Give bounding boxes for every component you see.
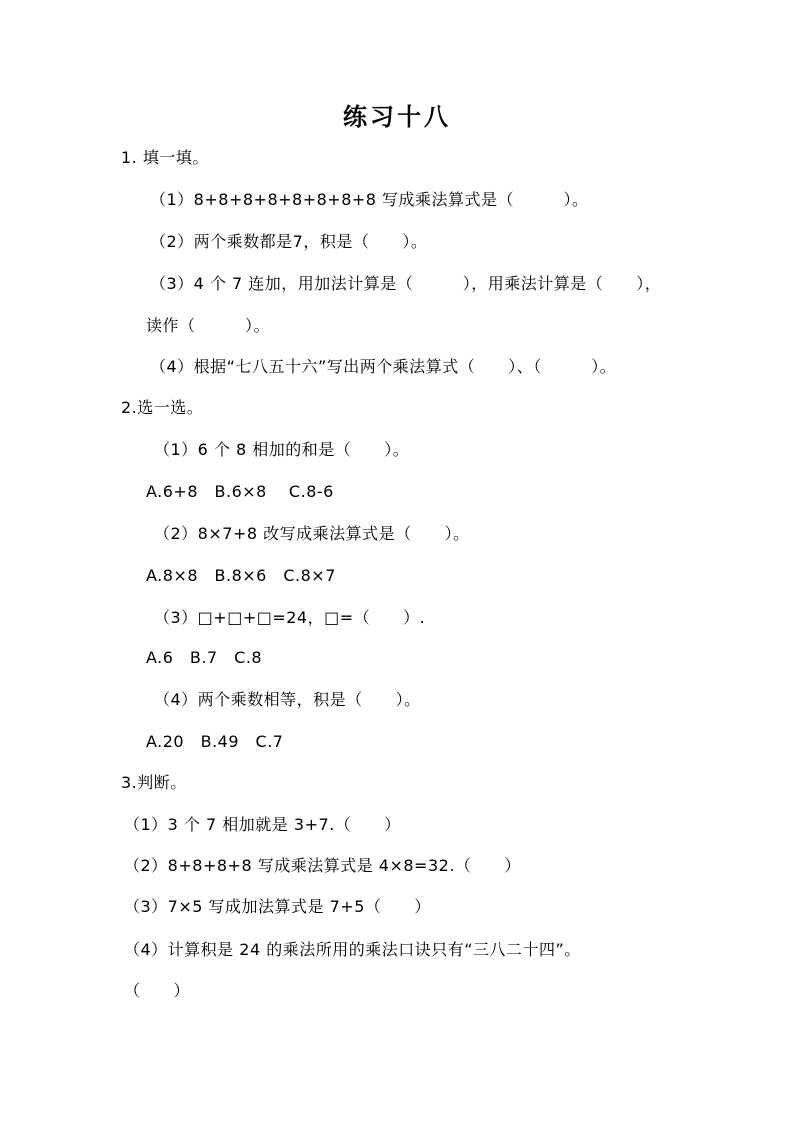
section-3-question-1: （1）3 个 7 相加就是 3+7.（ ）: [124, 815, 401, 834]
section-2-question-3: （3）□+□+□=24，□=（ ）.: [154, 608, 426, 627]
section-3-question-4-paren: （ ）: [124, 981, 191, 1000]
section-3-heading: 3.判断。: [121, 773, 187, 792]
section-2-question-1-options: A.6+8 B.6×8 C.8-6: [146, 482, 334, 501]
section-2-question-4: （4）两个乘数相等，积是（ ）。: [154, 690, 421, 709]
section-3-question-4: （4）计算积是 24 的乘法所用的乘法口诀只有“三八二十四”。: [124, 940, 581, 959]
section-1-question-3-continued: 读作（ ）。: [146, 316, 271, 335]
worksheet-title: 练习十八: [343, 103, 451, 131]
section-1-heading: 1. 填一填。: [121, 148, 209, 167]
section-3-question-3: （3）7×5 写成加法算式是 7+5（ ）: [124, 897, 431, 916]
section-1-question-1: （1）8+8+8+8+8+8+8+8 写成乘法算式是（ ）。: [150, 190, 589, 209]
section-3-question-2: （2）8+8+8+8 写成乘法算式是 4×8=32.（ ）: [124, 856, 521, 875]
section-1-question-3: （3）4 个 7 连加，用加法计算是（ ），用乘法计算是（ ），: [150, 274, 662, 293]
section-1-question-4: （4）根据“七八五十六”写出两个乘法算式（ ）、（ ）。: [150, 357, 617, 376]
section-2-question-2: （2）8×7+8 改写成乘法算式是（ ）。: [154, 524, 470, 543]
section-2-heading: 2.选一选。: [121, 398, 204, 417]
section-2-question-1: （1）6 个 8 相加的和是（ ）。: [154, 440, 410, 459]
section-2-question-3-options: A.6 B.7 C.8: [146, 648, 263, 667]
section-1-question-2: （2）两个乘数都是7，积是（ ）。: [150, 232, 428, 251]
section-2-question-2-options: A.8×8 B.8×6 C.8×7: [146, 566, 336, 585]
section-2-question-4-options: A.20 B.49 C.7: [146, 732, 284, 751]
